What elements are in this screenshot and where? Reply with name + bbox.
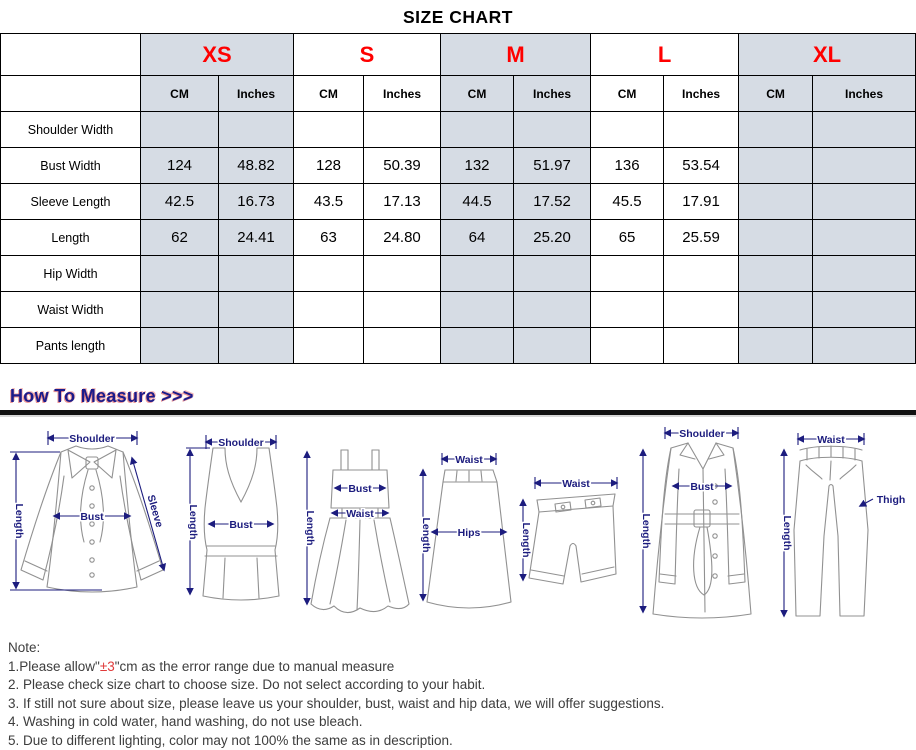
row-label: Hip Width	[1, 256, 141, 292]
value-cell: 62	[141, 220, 219, 256]
value-cell	[294, 328, 364, 364]
value-cell: 25.20	[514, 220, 591, 256]
unit-header: Inches	[813, 76, 916, 112]
note-line-3: 3. If still not sure about size, please leave us your shoulder, bust, waist and hip data, we will offer suggestions.	[8, 695, 916, 714]
measure-label-hips: Hips	[457, 527, 480, 539]
value-cell	[813, 184, 916, 220]
page-title: SIZE CHART	[0, 0, 916, 33]
value-cell	[514, 256, 591, 292]
table-row-hip-width	[1, 256, 916, 292]
value-cell: 65	[591, 220, 664, 256]
value-cell	[664, 292, 739, 328]
table-row-shoulder-width	[1, 112, 916, 148]
value-cell	[591, 328, 664, 364]
value-cell	[813, 292, 916, 328]
value-cell	[219, 112, 294, 148]
value-cell	[219, 292, 294, 328]
measure-label-bust: Bust	[690, 481, 714, 493]
measure-label-length: Length	[13, 504, 25, 539]
value-cell	[294, 112, 364, 148]
unit-header: CM	[739, 76, 813, 112]
measure-label-length: Length	[187, 505, 199, 540]
row-label: Shoulder Width	[1, 112, 141, 148]
value-cell	[664, 256, 739, 292]
value-cell	[591, 256, 664, 292]
measure-label-length: Length	[420, 518, 432, 553]
value-cell: 64	[441, 220, 514, 256]
value-cell: 16.73	[219, 184, 294, 220]
value-cell: 44.5	[441, 184, 514, 220]
value-cell: 53.54	[664, 148, 739, 184]
size-header-xl: XL	[739, 34, 916, 76]
note-line-5: 5. Due to different lighting, color may not 100% the same as in description.	[8, 732, 916, 750]
unit-header: CM	[141, 76, 219, 112]
how-to-measure-heading: How To Measure >>>	[10, 386, 916, 407]
row-label: Waist Width	[1, 292, 141, 328]
value-cell	[364, 256, 441, 292]
unit-header: CM	[294, 76, 364, 112]
pants-sketch	[794, 446, 868, 616]
notes-heading: Note:	[8, 639, 916, 658]
value-cell	[739, 184, 813, 220]
measure-label-length: Length	[304, 511, 316, 546]
measure-label-bust: Bust	[229, 519, 253, 531]
unit-header: Inches	[514, 76, 591, 112]
measure-label-sleeve: Sleeve	[145, 494, 166, 529]
value-cell	[514, 292, 591, 328]
value-cell	[739, 292, 813, 328]
row-label: Length	[1, 220, 141, 256]
figure-coat	[632, 424, 774, 622]
value-cell	[739, 148, 813, 184]
measure-label-length: Length	[640, 514, 652, 549]
value-cell: 124	[141, 148, 219, 184]
value-cell: 17.52	[514, 184, 591, 220]
note-line-4: 4. Washing in cold water, hand washing, do not use bleach.	[8, 713, 916, 732]
measure-label-shoulder: Shoulder	[679, 428, 725, 440]
value-cell	[739, 256, 813, 292]
measure-label-bust: Bust	[348, 483, 372, 495]
value-cell	[141, 256, 219, 292]
measure-label-waist: Waist	[346, 508, 374, 520]
shorts-measure-arrows	[523, 477, 617, 580]
value-cell	[364, 112, 441, 148]
value-cell	[141, 328, 219, 364]
measure-label-length: Length	[520, 523, 532, 558]
figure-tank-top	[180, 428, 302, 620]
value-cell	[813, 256, 916, 292]
note-line-1-accent: ±3	[100, 659, 115, 674]
value-cell	[739, 220, 813, 256]
measure-label-waist: Waist	[562, 478, 590, 490]
note-line-1	[8, 658, 916, 677]
unit-header-row	[1, 76, 916, 112]
row-label: Bust Width	[1, 148, 141, 184]
value-cell: 25.59	[664, 220, 739, 256]
value-cell	[219, 256, 294, 292]
value-cell	[141, 292, 219, 328]
row-label: Pants length	[1, 328, 141, 364]
figure-pants	[774, 430, 912, 622]
measure-label-bust: Bust	[80, 511, 104, 523]
value-cell	[441, 256, 514, 292]
figure-dress	[302, 446, 418, 624]
measure-label-waist: Waist	[817, 434, 845, 446]
shorts-sketch	[529, 494, 616, 584]
value-cell	[664, 328, 739, 364]
value-cell: 42.5	[141, 184, 219, 220]
value-cell	[813, 112, 916, 148]
skirt-sketch	[427, 470, 511, 608]
measure-label-shoulder: Shoulder	[218, 437, 264, 449]
measure-label-length: Length	[781, 516, 793, 551]
corner-cell	[1, 76, 141, 112]
value-cell	[514, 112, 591, 148]
value-cell: 132	[441, 148, 514, 184]
size-header-xs: XS	[141, 34, 294, 76]
value-cell	[441, 292, 514, 328]
value-cell: 24.80	[364, 220, 441, 256]
row-label: Sleeve Length	[1, 184, 141, 220]
value-cell: 48.82	[219, 148, 294, 184]
size-header-m: M	[441, 34, 591, 76]
value-cell	[364, 292, 441, 328]
value-cell	[813, 148, 916, 184]
value-cell: 128	[294, 148, 364, 184]
table-row-pants-length	[1, 328, 916, 364]
unit-header: Inches	[219, 76, 294, 112]
divider-rule	[0, 410, 916, 417]
value-cell: 45.5	[591, 184, 664, 220]
value-cell	[591, 292, 664, 328]
unit-header: CM	[591, 76, 664, 112]
value-cell	[364, 328, 441, 364]
value-cell: 50.39	[364, 148, 441, 184]
unit-header: CM	[441, 76, 514, 112]
measure-figures	[0, 417, 916, 629]
value-cell: 51.97	[514, 148, 591, 184]
value-cell	[294, 256, 364, 292]
size-header-l: L	[591, 34, 739, 76]
value-cell: 17.13	[364, 184, 441, 220]
value-cell	[739, 328, 813, 364]
measure-label-thigh: Thigh	[877, 494, 906, 506]
table-row-bust-width	[1, 148, 916, 184]
value-cell: 24.41	[219, 220, 294, 256]
figure-skirt	[419, 450, 519, 622]
value-cell	[514, 328, 591, 364]
dress-sketch	[311, 450, 409, 613]
value-cell	[813, 220, 916, 256]
notes-section	[8, 639, 916, 750]
value-cell	[664, 112, 739, 148]
note-line-2: 2. Please check size chart to choose size. Do not select according to your habit.	[8, 676, 916, 695]
unit-header: Inches	[664, 76, 739, 112]
figure-blouse	[4, 424, 179, 619]
figure-shorts	[519, 474, 631, 606]
size-chart-table	[0, 33, 916, 364]
value-cell: 136	[591, 148, 664, 184]
value-cell	[813, 328, 916, 364]
table-row-waist-width	[1, 292, 916, 328]
value-cell	[219, 328, 294, 364]
value-cell: 17.91	[664, 184, 739, 220]
value-cell	[294, 292, 364, 328]
coat-sketch	[653, 443, 751, 618]
table-row-sleeve-length	[1, 184, 916, 220]
size-header-s: S	[294, 34, 441, 76]
value-cell	[441, 328, 514, 364]
size-header-row	[1, 34, 916, 76]
value-cell: 43.5	[294, 184, 364, 220]
measure-label-waist: Waist	[455, 454, 483, 466]
value-cell	[441, 112, 514, 148]
value-cell	[141, 112, 219, 148]
table-row-length	[1, 220, 916, 256]
corner-cell	[1, 34, 141, 76]
value-cell: 63	[294, 220, 364, 256]
unit-header: Inches	[364, 76, 441, 112]
note-line-1-prefix: 1.Please allow"	[8, 659, 100, 674]
note-line-1-suffix: "cm as the error range due to manual measure	[115, 659, 394, 674]
value-cell	[739, 112, 813, 148]
measure-label-shoulder: Shoulder	[69, 433, 115, 445]
value-cell	[591, 112, 664, 148]
